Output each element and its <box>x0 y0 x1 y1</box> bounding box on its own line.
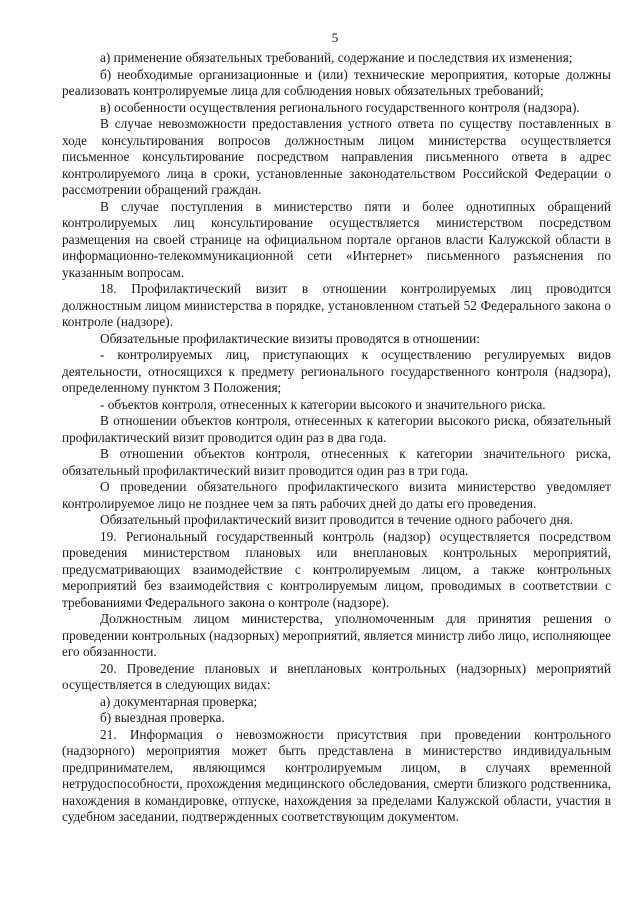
paragraph-mandatory-visits-intro: Обязательные профилактические визиты проводятся в отношении: <box>100 330 480 346</box>
paragraph-20-inspection-types: 20. Проведение плановых и внеплановых контрольных (надзорных) мероприятий осуществляется в следующих видах: <box>62 660 611 692</box>
paragraph-authorized-official: Должностным лицом министерства, уполномоченным для принятия решения о проведении контрольных (надзорных) мероприятий, является министр либо лицо, исполняющее его обязанности. <box>62 611 611 659</box>
document-body <box>62 50 611 826</box>
paragraph-item-v: в) особенности осуществления регионального государственного контроля (надзора). <box>100 99 580 115</box>
paragraph-written-consultation: В случае невозможности предоставления устного ответа по существу поставленных в ходе консультирования вопросов должностным лицом министерства осуществляется письменное консультирование посредством направления письменного ответа в адрес контролируемого лица в сроки, установленные законодательством Российской Федерации о рассмотрении обращений граждан. <box>62 116 611 197</box>
paragraph-field-inspection: б) выездная проверка. <box>100 710 225 725</box>
paragraph-high-risk: В отношении объектов контроля, отнесенных к категории высокого риска, обязательный профилактический визит проводится один раз в два года. <box>62 413 611 445</box>
paragraph-dash-control-objects: - объектов контроля, отнесенных к категории высокого и значительного риска. <box>100 396 546 412</box>
paragraph-visit-duration: Обязательный профилактический визит проводится в течение одного рабочего дня. <box>100 512 574 527</box>
paragraph-item-b: б) необходимые организационные и (или) технические мероприятия, которые должны реализовать контролируемые лица для соблюдения новых обязательных требований; <box>62 66 611 98</box>
paragraph-21-absence-information: 21. Информация о невозможности присутствия при проведении контрольного (надзорного) мероприятия может быть представлена в министерство индивидуальным предпринимателем, являющимся контролируемым лицом, в случаях временной нетрудоспособности, прохождения медицинского обследования, смерти близкого родственника, нахождения в командировке, отпуске, нахождения за пределами Калужской области, участия в судебном заседании, подтвержденных соответствующим документом. <box>62 726 611 824</box>
paragraph-19-regional-control: 19. Региональный государственный контроль (надзор) осуществляется посредством проведения министерством плановых или внеплановых контрольных мероприятий, предусматривающих взаимодействие с контролируемым лицом, а также контрольных мероприятий без взаимодействия с контролируемым лицом, проводимых в соответствии с требованиями Федерального закона о контроле (надзоре). <box>62 528 611 610</box>
page-number: 5 <box>331 30 339 45</box>
paragraph-documentary-inspection: а) документарная проверка; <box>100 693 258 709</box>
paragraph-significant-risk: В отношении объектов контроля, отнесенных к категории значительного риска, обязательный профилактический визит проводится один раз в три года. <box>62 446 611 478</box>
paragraph-item-a: а) применение обязательных требований, содержание и последствия их изменения; <box>100 50 573 65</box>
paragraph-notification: О проведении обязательного профилактического визита министерство уведомляет контролируемое лицо не позднее чем за пять рабочих дней до даты его проведения. <box>62 479 611 511</box>
paragraph-18-preventive-visit: 18. Профилактический визит в отношении контролируемых лиц проводится должностным лицом министерства в порядке, установленном статьей 52 Федерального закона о контроле (надзоре). <box>62 281 611 329</box>
paragraph-dash-controlled-persons: - контролируемых лиц, приступающих к осуществлению регулируемых видов деятельности, относящихся к предмету регионального государственного контроля (надзора), определенному пунктом 3 Положения; <box>62 347 611 395</box>
paragraph-uniform-appeals: В случае поступления в министерство пяти и более однотипных обращений контролируемых лиц консультирование осуществляется министерством посредством размещения на своей странице на официальном портале органов власти Калужской области в информационно-телекоммуникационной сети «Интернет» письменного разъяснения по указанным вопросам. <box>62 198 611 280</box>
